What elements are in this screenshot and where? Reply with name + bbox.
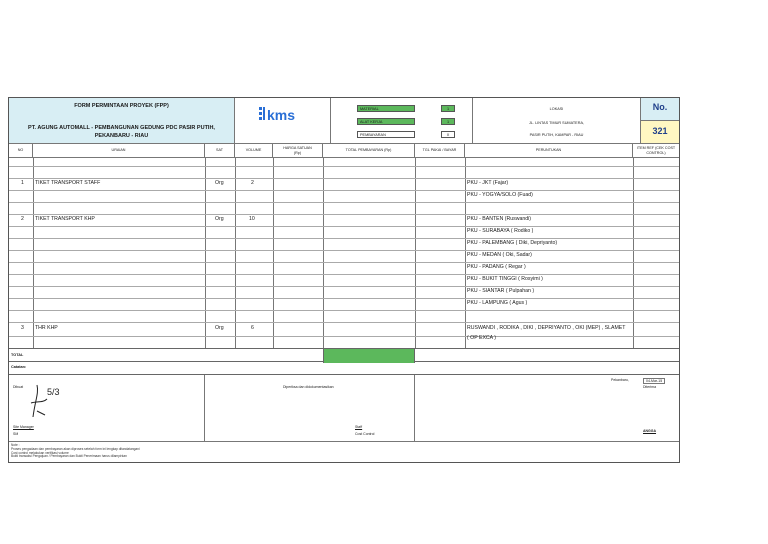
- col-uraian: URAIAN: [33, 144, 205, 158]
- item-uraian: THR KHP: [35, 325, 58, 331]
- total-amount-cell: [323, 349, 415, 363]
- option-material-label: MATERIAL: [357, 105, 415, 112]
- location-line2: PASIR PUTIH, KAMPAR - RIAU: [529, 133, 584, 137]
- checked-by-name: Staff: [355, 425, 363, 429]
- row-divider: [9, 250, 679, 251]
- col-divider: [235, 158, 236, 348]
- request-type-block: [331, 98, 473, 144]
- number-label-box: [641, 98, 679, 121]
- row-divider: [9, 166, 679, 167]
- peruntukan-entry: ( OP EXCA ): [467, 335, 497, 341]
- item-sat: Org: [215, 180, 224, 186]
- location-block: [473, 98, 641, 144]
- signature-approved-by: [415, 375, 679, 442]
- signature-checked-by: [205, 375, 415, 442]
- note-line: Bukti transaksi Pengajuan / Pembayaran dan Bukti Penerimaan harus dilampirkan: [11, 454, 127, 459]
- notes-field[interactable]: Catatan:: [9, 362, 679, 375]
- option-alat-check[interactable]: 1: [441, 118, 455, 125]
- signature-made-by: [9, 375, 205, 442]
- logo-block: [235, 98, 331, 144]
- item-volume: 6: [251, 325, 254, 331]
- footer-notes: [9, 442, 679, 462]
- option-material-check[interactable]: 1: [441, 105, 455, 112]
- col-divider: [633, 158, 634, 348]
- project-location: PEKANBARU - RIAU: [94, 133, 149, 139]
- site-manager-sub: SM: [13, 432, 19, 436]
- row-divider: [9, 298, 679, 299]
- peruntukan-entry: PKU - BUKIT TINGGI ( Rosyimi ): [467, 276, 543, 282]
- row-divider: [9, 214, 679, 215]
- form-title: FORM PERMINTAAN PROYEK (FPP): [74, 103, 169, 109]
- note-line: Cost control melakukan verifikasi volume: [11, 450, 69, 455]
- approved-name: ANGGA: [643, 429, 657, 433]
- row-divider: [9, 226, 679, 227]
- item-volume: 2: [251, 180, 254, 186]
- col-no: NO: [9, 144, 33, 158]
- row-divider: [9, 322, 679, 323]
- item-uraian: TIKET TRANSPORT STAFF: [35, 180, 101, 186]
- made-by-label: Dibuat: [13, 385, 24, 389]
- item-no: 3: [21, 325, 24, 331]
- number-value-box: [641, 121, 679, 144]
- item-no: 1: [21, 180, 24, 186]
- col-divider: [33, 158, 34, 348]
- peruntukan-entry: PKU - JKT (Fajar): [467, 180, 509, 186]
- row-divider: [9, 190, 679, 191]
- approved-sub: Diterima: [643, 385, 657, 389]
- row-divider: [9, 262, 679, 263]
- col-peruntukan: PERUNTUKAN: [465, 144, 633, 158]
- row-divider: [9, 274, 679, 275]
- peruntukan-entry: PKU - LAMPUNG ( Agus ): [467, 300, 528, 306]
- location-line1: JL. LINTAS TIMUR SUMATERA,: [528, 121, 585, 125]
- total-label: TOTAL: [11, 353, 24, 357]
- col-sat: SAT: [205, 144, 235, 158]
- project-name: PT. AGUNG AUTOMALL - PEMBANGUNAN GEDUNG PDC PASIR PUTIH,: [28, 125, 215, 131]
- checked-by-label: Diperiksa dan didokumentasikan: [283, 385, 334, 389]
- item-sat: Org: [215, 325, 224, 331]
- item-uraian: TIKET TRANSPORT KHP: [35, 216, 95, 222]
- site-manager-title: Site Manager: [13, 425, 34, 429]
- row-divider: [9, 238, 679, 239]
- row-divider: [9, 178, 679, 179]
- peruntukan-entry: PKU - YOGYA/SOLO (Fuad): [467, 192, 533, 198]
- col-divider: [323, 158, 324, 348]
- col-divider: [205, 158, 206, 348]
- peruntukan-entry: PKU - SURABAYA ( Rodiko ): [467, 228, 534, 234]
- peruntukan-entry: RUSWANDI , RODIKA , DIKI , DEPRIYANTO , OKI (MEP) , SLAMET: [467, 325, 626, 331]
- peruntukan-entry: PKU - PADANG ( Regar ): [467, 264, 526, 270]
- col-volume: VOLUME: [235, 144, 273, 158]
- peruntukan-entry: PKU - BANTEN (Ruswandi): [467, 216, 531, 222]
- number-value: 321: [652, 126, 668, 136]
- note-line: Proses pengadaan dan pembayaran akan diproses setelah form ini lengkap ditandatangani: [11, 446, 140, 451]
- signature-icon: [23, 381, 63, 421]
- peruntukan-entry: PKU - PALEMBANG ( Diki, Depriyanto): [467, 240, 558, 246]
- checked-by-sub: Cost Control: [355, 432, 375, 436]
- item-volume: 10: [249, 216, 255, 222]
- option-pembayaran-check[interactable]: X: [441, 131, 455, 138]
- logo-text: kms: [267, 107, 296, 123]
- peruntukan-entry: PKU - MEDAN ( Oki, Sadar): [467, 252, 532, 258]
- row-divider: [9, 202, 679, 203]
- request-form: [8, 97, 680, 463]
- item-sat: Org: [215, 216, 224, 222]
- col-itemref: ITEM REF (CEK COST CONTROL): [633, 144, 679, 158]
- total-row: [9, 348, 679, 362]
- col-divider: [415, 158, 416, 348]
- company-logo-icon: [257, 104, 307, 126]
- form-title-block: [9, 98, 235, 144]
- location-label: LOKASI: [549, 107, 564, 111]
- col-harga: HARGA SATUAN (Rp): [273, 144, 323, 158]
- approved-date: 04-Mar-15: [643, 378, 665, 384]
- row-divider: [9, 286, 679, 287]
- col-divider: [273, 158, 274, 348]
- row-divider: [9, 310, 679, 311]
- col-tgl: TGL PAKAI / BAYAR: [415, 144, 465, 158]
- row-divider: [9, 336, 679, 337]
- approved-place-label: Pekanbaru,: [611, 378, 629, 382]
- note-line: Note :: [11, 443, 20, 447]
- option-pembayaran-label: PEMBAYARAN: [357, 131, 415, 138]
- svg-text:5/3: 5/3: [47, 387, 60, 397]
- peruntukan-entry: PKU - SIANTAR ( Pulpahan ): [467, 288, 535, 294]
- item-no: 2: [21, 216, 24, 222]
- col-total: TOTAL PEMBAYARAN (Rp): [323, 144, 415, 158]
- number-label: No.: [652, 102, 668, 112]
- col-divider: [465, 158, 466, 348]
- option-alat-label: ALAT KERJA: [357, 118, 415, 125]
